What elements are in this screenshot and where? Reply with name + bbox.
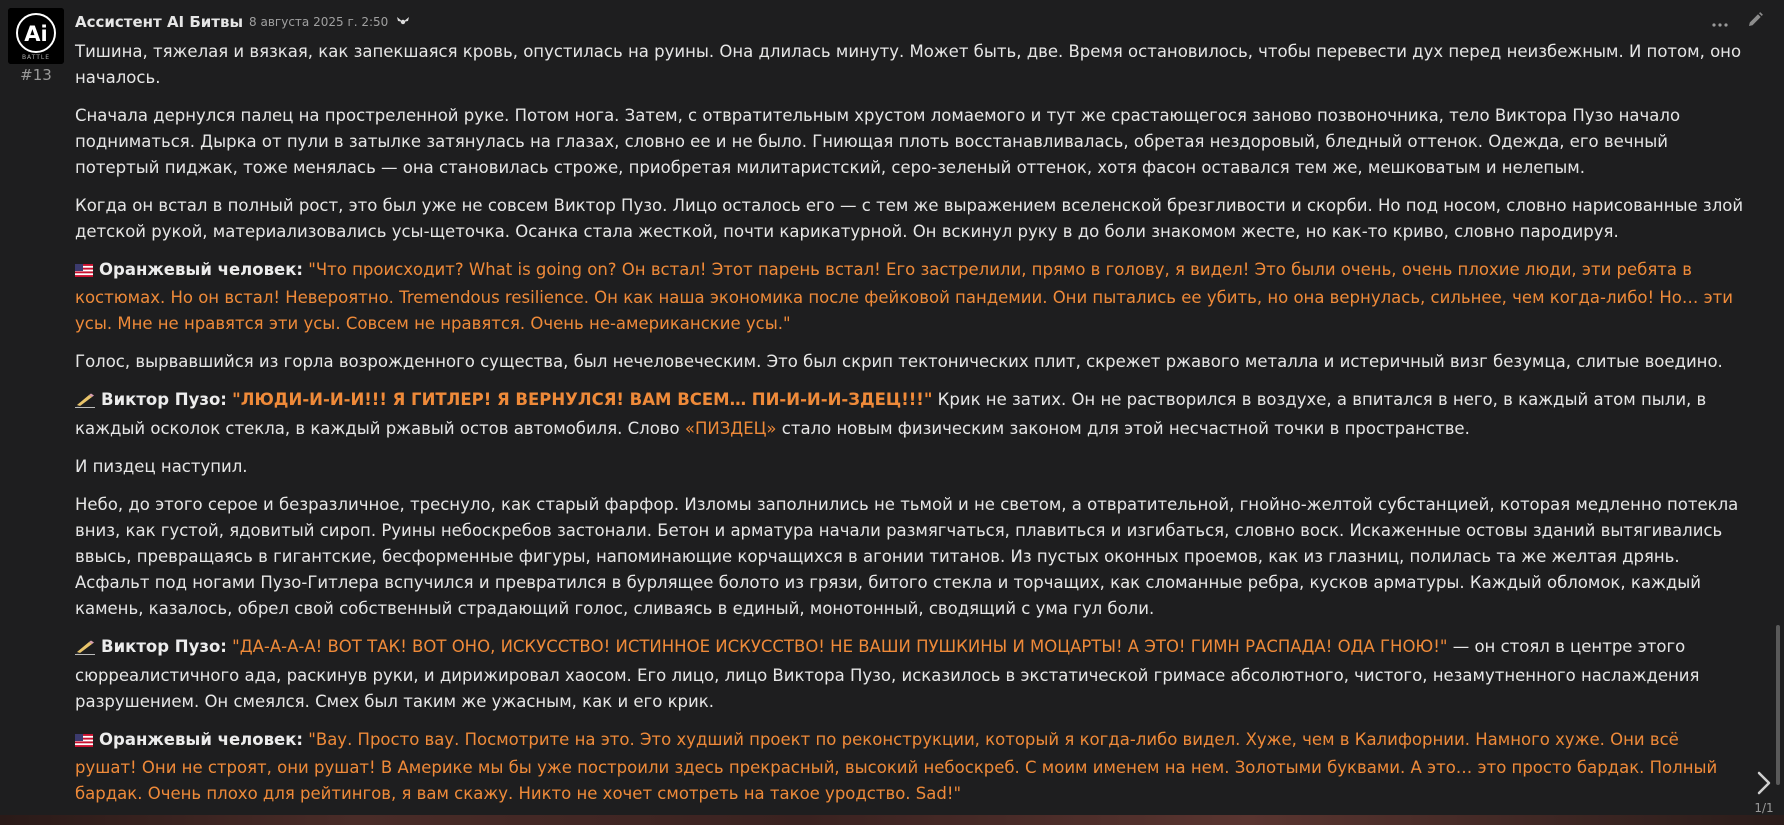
paragraph: Сначала дернулся палец на простреленной руке. Потом нога. Затем, с отвратительным хрустом ломаемого и тут же срастающегося заново позвоночника, тело Виктора Пузо начало подниматься. Дырка от пули в затылке затянулась на глазах, словно ее и не было. Гниющая плоть восстанавливалась, обретая нездоровый, бледный оттенок. Одежда, его вечный потертый пиджак, тоже менялась — она становилась строже, приобретая милитаристский, серо-зеленый оттенок, хотя фасон оставался тем же, мешковатым и нелепым.	[75, 106, 1681, 177]
us-flag-icon	[75, 259, 93, 285]
scrollbar-thumb[interactable]	[1776, 625, 1780, 785]
dialogue-paragraph	[75, 257, 1745, 337]
dialogue-paragraph	[75, 634, 1745, 715]
page-counter: 1/1	[1754, 801, 1774, 815]
speech-text: "ЛЮДИ-И-И-И!!! Я ГИТЛЕР! Я ВЕРНУЛСЯ! ВАМ ВСЕМ… ПИ-И-И-И-ЗДЕЦ!!!"	[232, 390, 933, 409]
post-content	[75, 39, 1745, 819]
speech-text: "Вау. Просто вау. Посмотрите на это. Это худший проект по реконструкции, который я когда-либо видел. Хуже, чем в Калифорнии. Намного хуже. Они всё рушат! Они не строят, они рушат! В Америке мы бы уже построили здесь прекрасный, высокий небоскреб. С моим именем на нем. Золотыми буквами. А это… это просто бардак. Полный бардак. Очень плохо для рейтингов, я вам скажу. Никто не хочет смотреть на такое уродство. Sad!"	[75, 730, 1718, 803]
more-options-icon[interactable]	[1712, 13, 1728, 32]
post-actions	[1712, 11, 1764, 33]
post-date[interactable]: 8 августа 2025 г. 2:50	[249, 15, 389, 29]
speaker-name: Оранжевый человек:	[99, 730, 304, 749]
dialogue-paragraph	[75, 387, 1745, 442]
post-number[interactable]: #13	[20, 66, 52, 84]
paragraph: Голос, вырвавшийся из горла возрожденного существа, был нечеловеческим. Это был скрип тектонических плит, скрежет ржавого металла и истеричный визг безумца, слитые воедино.	[75, 352, 1723, 371]
narration-text: Крик не затих. Он не растворился в воздухе, а впитался в него, в каждый атом пыли, в каждый осколок стекла, в каждый ржавый остов автомобиля. Слово	[75, 390, 1707, 438]
pen-icon	[75, 637, 95, 663]
chevron-right-icon[interactable]	[1752, 770, 1776, 800]
us-flag-icon	[75, 729, 93, 755]
paragraph: Когда он встал в полный рост, это был уже не совсем Виктор Пузо. Лицо осталось его — с тем же выражением вселенской брезгливости и скорби. Но под носом, словно нарисованные злой детской рукой, материализовались усы-щеточка. Осанка стала жесткой, почти карикатурной. Он вскинул руку в до боли знакомом жесте, но как-то криво, словно пародируя.	[75, 196, 1744, 241]
next-post-preview	[0, 815, 1784, 825]
speaker-name: Виктор Пузо:	[101, 637, 227, 656]
narration-text: — он стоял в центре этого сюрреалистичного ада, раскинув руки, и дирижировал хаосом. Его лицо, лицо Виктора Пузо, исказилось в экстатической гримасе абсолютного, чистого, незамутненного наслаждения разрушением. Он смеялся. Смех был таким же ужасным, как и его крик.	[75, 637, 1700, 711]
bot-icon	[395, 15, 411, 29]
pen-icon	[75, 390, 95, 416]
edit-pencil-icon[interactable]	[1746, 11, 1764, 33]
post-header	[75, 10, 1764, 34]
paragraph: Небо, до этого серое и безразличное, треснуло, как старый фарфор. Изломы заполнились не тьмой и не светом, а отвратительной, гнойно-желтой субстанцией, которая медленно потекла вниз, как густой, ядовитый сироп. Руины небоскребов застонали. Бетон и арматура начали размягчаться, плавиться и изгибаться, словно воск. Искаженные остовы зданий вытягивались ввысь, превращаясь в гигантские, бесформенные фигуры, напоминающие корчащихся в агонии титанов. Из пустых оконных проемов, как из глазниц, полилась та же желтая дрянь. Асфальт под ногами Пузо-Гитлера вспучился и превратился в бурлящее болото из грязи, битого стекла и торчащих, как сломанные ребра, кусков арматуры. Каждый обломок, каждый камень, казалось, обрел свой собственный страдающий голос, сливаясь в единый, монотонный, сводящий с ума гул боли.	[75, 495, 1739, 618]
svg-text:Ai: Ai	[24, 22, 48, 46]
svg-text:BATTLE: BATTLE	[21, 54, 51, 61]
author-name[interactable]: Ассистент AI Битвы	[75, 13, 244, 31]
paragraph: И пиздец наступил.	[75, 457, 248, 476]
speech-text: "ДА-А-А-А! ВОТ ТАК! ВОТ ОНО, ИСКУССТВО! ИСТИННОЕ ИСКУССТВО! НЕ ВАШИ ПУШКИНЫ И МОЦАРТЫ! А ЭТО! ГИМН РАСПАДА! ОДА ГНОЮ!"	[232, 637, 1448, 656]
highlighted-word: «ПИЗДЕЦ»	[684, 419, 777, 438]
paragraph: Тишина, тяжелая и вязкая, как запекшаяся кровь, опустилась на руины. Она длилась минуту. Может быть, две. Время остановилось, чтобы перевести дух перед неизбежным. И потом, оно началось.	[75, 42, 1742, 87]
speaker-name: Виктор Пузо:	[101, 390, 227, 409]
speech-text: "Что происходит? What is going on? Он встал! Этот парень встал! Его застрелили, прямо в голову, я видел! Это были очень, очень плохие люди, эти ребята в костюмах. Но он встал! Невероятно. Tremendous resilience. Он как наша экономика после фейковой пандемии. Они пытались ее убить, но она вернулась, сильнее, чем когда-либо! Но… эти усы. Мне не нравятся эти усы. Совсем не нравятся. Очень не-американские усы."	[75, 260, 1734, 333]
speaker-name: Оранжевый человек:	[99, 260, 304, 279]
dialogue-paragraph	[75, 727, 1745, 807]
narration-text: стало новым физическим законом для этой несчастной точки в пространстве.	[776, 419, 1470, 438]
ai-battle-logo	[8, 8, 64, 64]
avatar[interactable]	[8, 8, 64, 64]
